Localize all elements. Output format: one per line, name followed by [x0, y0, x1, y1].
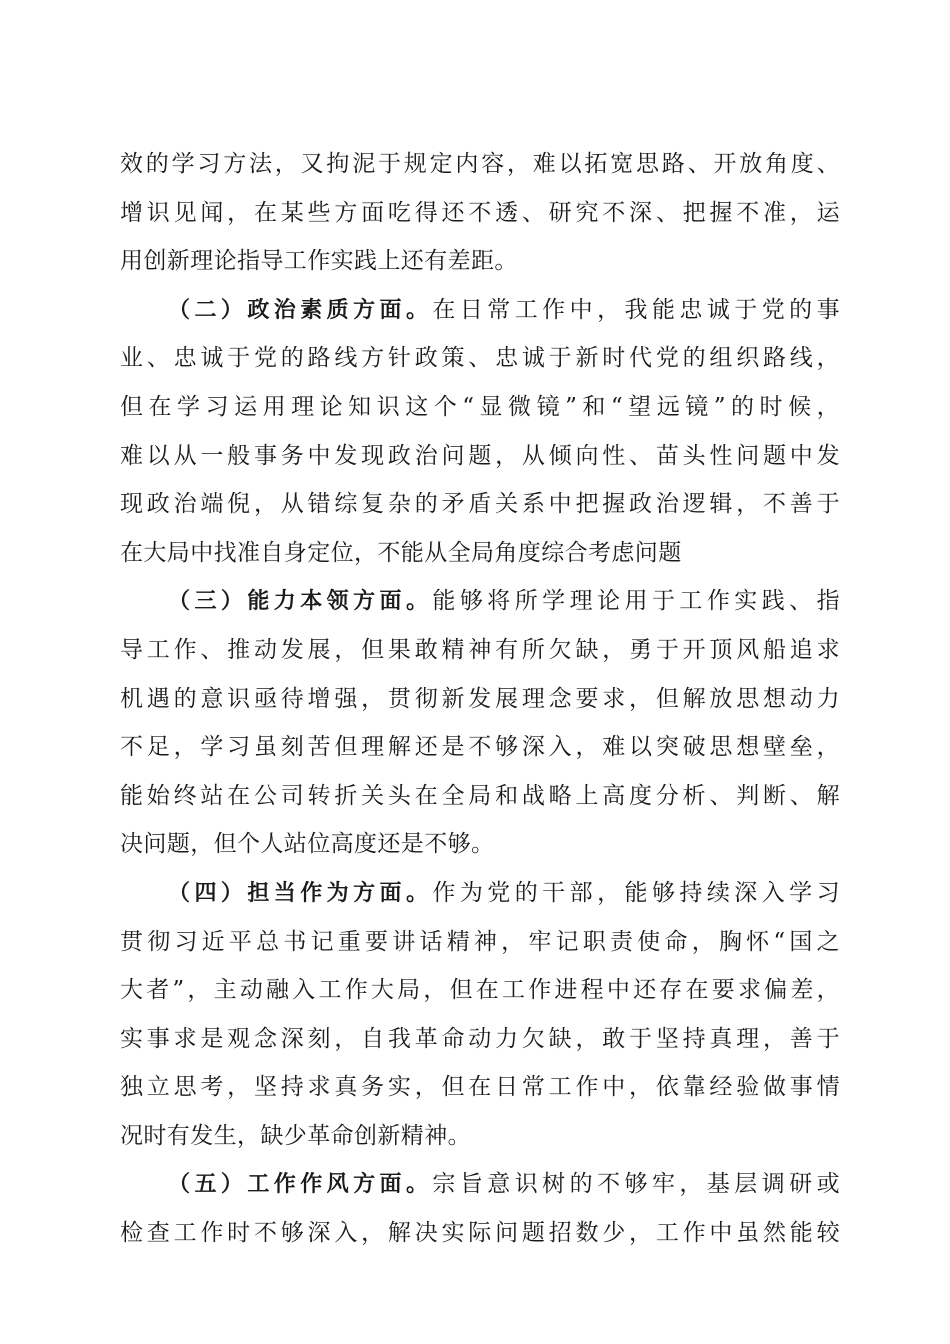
section-heading: （二）政治素质方面。 [168, 297, 433, 323]
text-line: 导工作、推动发展，但果敢精神有所欠缺，勇于开顶风船追求 [120, 636, 840, 663]
text-line: 能始终站在公司转折关头在全局和战略上高度分析、判断、解 [120, 782, 840, 809]
paragraph-first-line [120, 577, 840, 626]
text-line: 贯彻习近平总书记重要讲话精神，牢记职责使命，胸怀“国之 [120, 928, 840, 955]
paragraph-intro-continuation [120, 140, 840, 286]
text-line: 不足，学习虽刻苦但理解还是不够深入，难以突破思想壁垒， [120, 734, 840, 761]
text-line: 难以从一般事务中发现政治问题，从倾向性、苗头性问题中发 [120, 442, 840, 469]
paragraph-responsibility [120, 869, 840, 1161]
text-line: 用创新理论指导工作实践上还有差距。 [120, 248, 518, 275]
section-heading: （五）工作作风方面。 [168, 1172, 433, 1198]
text-line: 独立思考，坚持求真务实，但在日常工作中，依靠经验做事情 [120, 1074, 840, 1101]
text-line: 在大局中找准自身定位，不能从全局角度综合考虑问题 [120, 539, 682, 566]
text-line: 况时有发生，缺少革命创新精神。 [120, 1122, 471, 1149]
text-line: 但在学习运用理论知识这个“显微镜”和“望远镜”的时候， [120, 393, 840, 420]
text-line: 检查工作时不够深入，解决实际问题招数少，工作中虽然能较 [120, 1220, 840, 1247]
text-line: 决问题，但个人站位高度还是不够。 [120, 831, 495, 858]
paragraph-first-line [120, 1160, 840, 1209]
paragraph-political-quality [120, 286, 840, 578]
text-line: 业、忠诚于党的路线方针政策、忠诚于新时代党的组织路线， [120, 345, 840, 372]
text-line: 效的学习方法，又拘泥于规定内容，难以拓宽思路、开放角度、 [120, 151, 840, 177]
paragraph-first-line [120, 286, 840, 335]
text-line: 增识见闻，在某些方面吃得还不透、研究不深、把握不准，运 [120, 199, 840, 226]
paragraph-ability [120, 577, 840, 869]
text-line: 现政治端倪，从错综复杂的矛盾关系中把握政治逻辑，不善于 [120, 491, 840, 518]
text-line: 机遇的意识亟待增强，贯彻新发展理念要求，但解放思想动力 [120, 685, 840, 712]
text-run: 宗旨意识树的不够牢，基层调研或 [432, 1171, 840, 1198]
section-heading: （四）担当作为方面。 [168, 880, 433, 906]
text-line: 实事求是观念深刻，自我革命动力欠缺，敢于坚持真理，善于 [120, 1025, 840, 1052]
text-line: 大者”，主动融入工作大局，但在工作进程中还存在要求偏差， [120, 977, 840, 1004]
paragraph-work-style [120, 1160, 840, 1257]
section-heading: （三）能力本领方面。 [168, 589, 433, 615]
text-run: 作为党的干部，能够持续深入学习 [432, 879, 840, 906]
document-body [120, 140, 840, 1258]
text-run: 能够将所学理论用于工作实践、指 [432, 588, 840, 615]
paragraph-first-line [120, 869, 840, 918]
text-run: 在日常工作中，我能忠诚于党的事 [432, 296, 840, 323]
